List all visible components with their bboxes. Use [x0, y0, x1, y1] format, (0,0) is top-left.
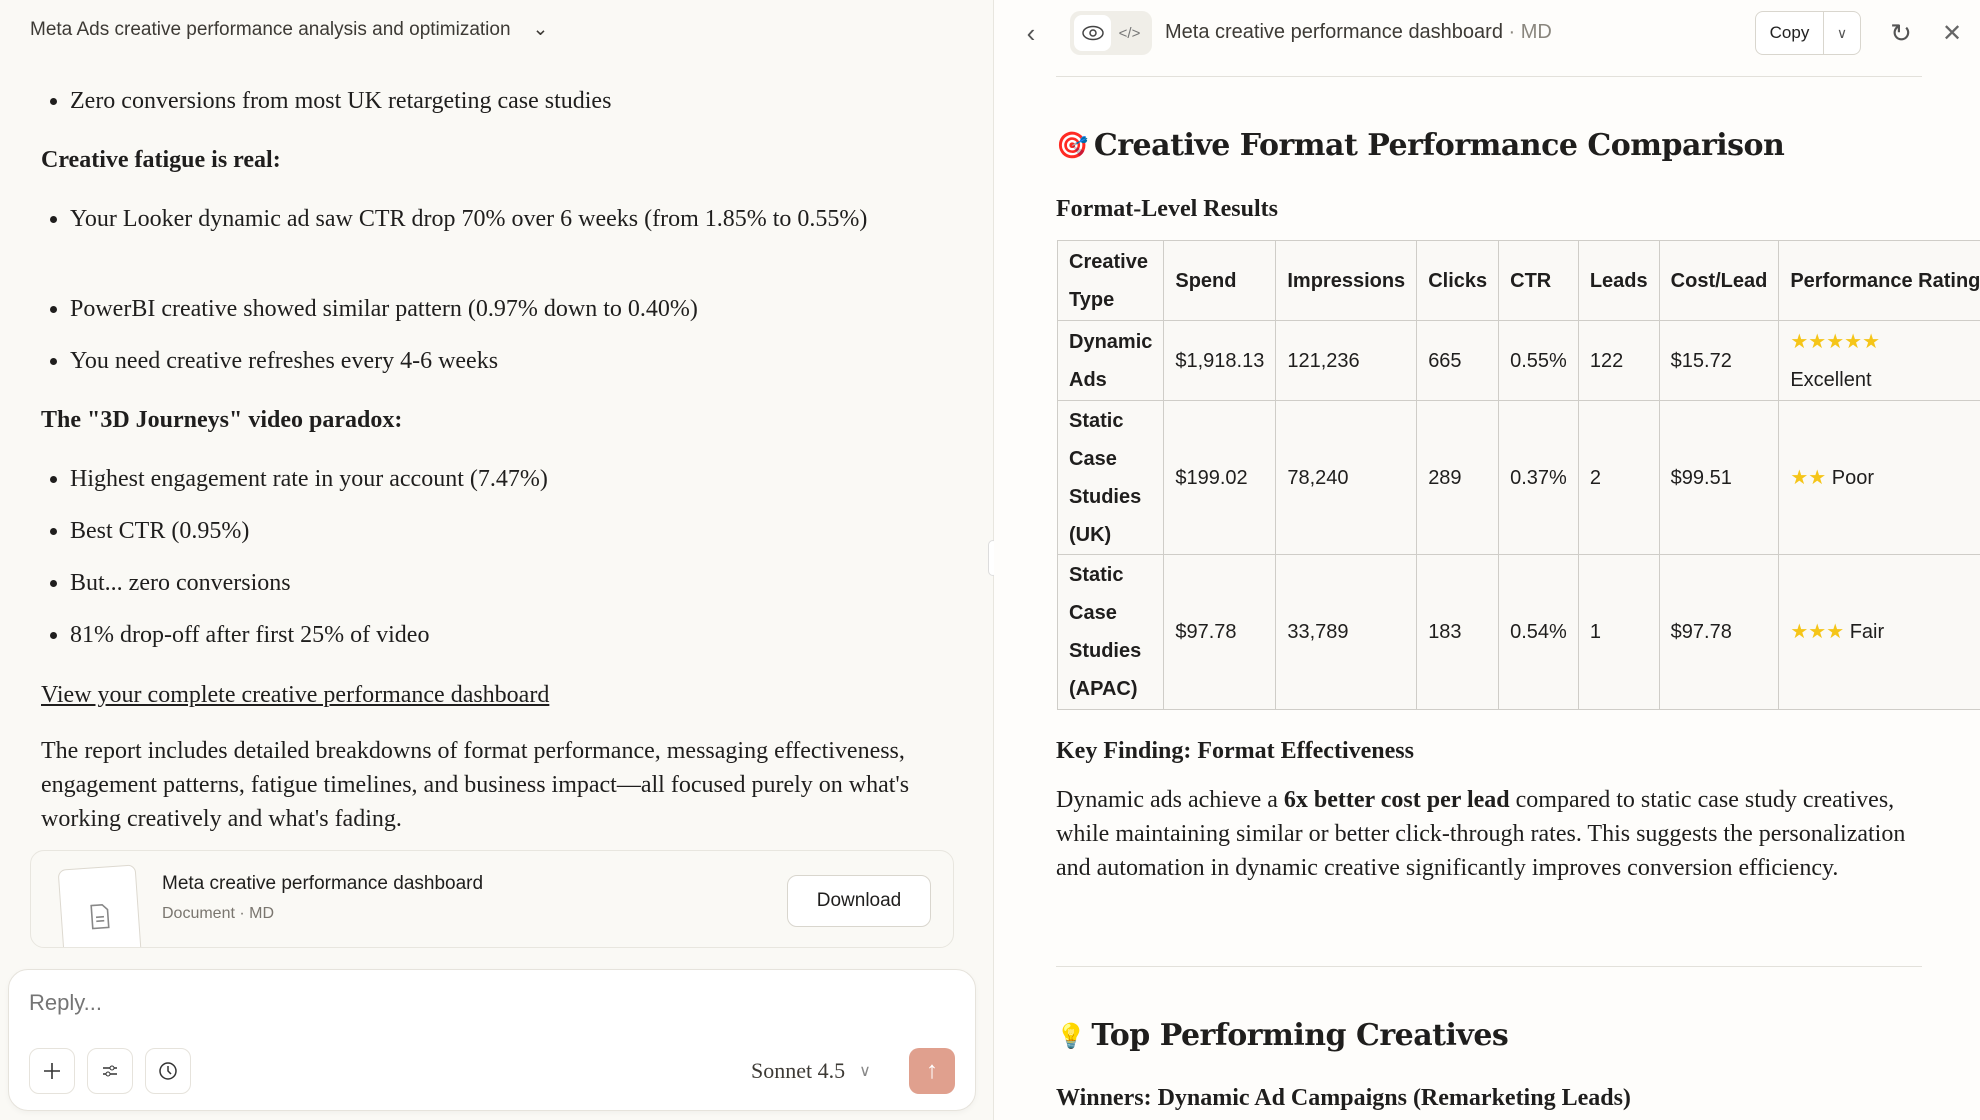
cell-cost-per-lead: $15.72 — [1659, 321, 1779, 401]
list-item: But... zero conversions — [48, 564, 878, 602]
cell-impressions: 78,240 — [1276, 401, 1417, 555]
reply-composer — [8, 969, 976, 1111]
column-header: Impressions — [1276, 241, 1417, 321]
artifact-pane — [994, 0, 1980, 1120]
cell-rating — [1779, 555, 1980, 710]
table-row — [1058, 555, 1980, 710]
cell-leads: 1 — [1578, 555, 1659, 710]
artifact-title: Meta creative performance dashboard — [1165, 21, 1503, 43]
list-item: Your Looker dynamic ad saw CTR drop 70% over 6 weeks (from 1.85% to 0.55%) — [48, 200, 878, 238]
list-item: You need creative refreshes every 4-6 weeks — [48, 342, 878, 380]
list-item: Highest engagement rate in your account (7.47%) — [48, 460, 878, 498]
heading-text: Top Performing Creatives — [1091, 1018, 1509, 1053]
copy-button[interactable]: Copy — [1756, 12, 1824, 54]
back-icon[interactable]: ‹ — [1026, 17, 1036, 48]
list-item: 81% drop-off after first 25% of video — [48, 616, 878, 654]
section-heading — [1056, 128, 1784, 163]
cell-type: Dynamic Ads — [1058, 321, 1164, 401]
cell-rating — [1779, 321, 1980, 401]
clock-icon[interactable] — [145, 1048, 191, 1094]
model-selector[interactable] — [751, 1058, 871, 1084]
section-heading — [1056, 1018, 1508, 1053]
divider — [1056, 76, 1922, 77]
cell-leads: 122 — [1578, 321, 1659, 401]
cell-impressions: 33,789 — [1276, 555, 1417, 710]
artifact-card-title: Meta creative performance dashboard — [162, 873, 484, 894]
lightbulb-icon: 💡 — [1056, 1021, 1086, 1050]
code-icon[interactable]: </> — [1118, 24, 1141, 42]
column-header: Leads — [1578, 241, 1659, 321]
sliders-icon[interactable] — [87, 1048, 133, 1094]
section-heading: Creative fatigue is real: — [41, 147, 281, 173]
cell-rating — [1779, 401, 1980, 555]
cell-spend: $97.78 — [1164, 555, 1276, 710]
cell-clicks: 183 — [1417, 555, 1499, 710]
table-row — [1058, 321, 1980, 401]
column-header: Creative Type — [1058, 241, 1164, 321]
subheading: Winners: Dynamic Ad Campaigns (Remarketing Leads) — [1056, 1085, 1631, 1111]
artifact-card-meta: Document · MD — [162, 905, 275, 922]
section-heading: The "3D Journeys" video paradox: — [41, 407, 403, 433]
rating-label: Poor — [1831, 466, 1875, 489]
chevron-down-icon: ⌄ — [532, 19, 549, 40]
format-results-table — [1057, 240, 1980, 710]
heading-text: Creative Format Performance Comparison — [1093, 128, 1785, 163]
cell-clicks: 289 — [1417, 401, 1499, 555]
column-header: Performance Rating — [1779, 241, 1980, 321]
conversation-title-text: Meta Ads creative performance analysis and optimization — [30, 18, 511, 40]
document-icon — [58, 864, 143, 948]
key-finding-heading: Key Finding: Format Effectiveness — [1056, 738, 1414, 764]
cell-type: Static Case Studies (APAC) — [1058, 555, 1164, 710]
column-header: Cost/Lead — [1659, 241, 1779, 321]
divider — [1056, 966, 1922, 967]
column-header: CTR — [1499, 241, 1579, 321]
key-finding-paragraph — [1056, 783, 1936, 885]
refresh-icon[interactable]: ↻ — [1890, 17, 1912, 48]
cell-spend: $1,918.13 — [1164, 321, 1276, 401]
send-button[interactable] — [909, 1048, 955, 1094]
target-icon: 🎯 — [1056, 130, 1088, 161]
list-item: Best CTR (0.95%) — [48, 512, 878, 550]
text: Dynamic ads achieve a — [1056, 787, 1284, 813]
cell-impressions: 121,236 — [1276, 321, 1417, 401]
cell-leads: 2 — [1578, 401, 1659, 555]
cell-cost-per-lead: $97.78 — [1659, 555, 1779, 710]
star-rating-icon: ★★★★★ — [1790, 330, 1880, 353]
preview-eye-icon[interactable] — [1074, 15, 1111, 51]
star-rating-icon: ★★ — [1790, 466, 1827, 489]
cell-spend: $199.02 — [1164, 401, 1276, 555]
list-item: PowerBI creative showed similar pattern (0.97% down to 0.40%) — [48, 290, 878, 328]
table-header-row — [1058, 241, 1980, 321]
bold-text: 6x better cost per lead — [1283, 787, 1510, 813]
cell-ctr: 0.55% — [1499, 321, 1579, 401]
column-header: Spend — [1164, 241, 1276, 321]
cell-type: Static Case Studies (UK) — [1058, 401, 1164, 555]
plus-icon[interactable] — [29, 1048, 75, 1094]
table-row — [1058, 401, 1980, 555]
chevron-down-icon: ∨ — [859, 1063, 871, 1080]
list-item: Zero conversions from most UK retargeting case studies — [48, 82, 878, 120]
reply-input[interactable] — [29, 990, 929, 1016]
download-button[interactable]: Download — [787, 875, 931, 927]
column-header: Clicks — [1417, 241, 1499, 321]
subheading: Format-Level Results — [1056, 196, 1278, 222]
artifact-card[interactable] — [30, 850, 954, 948]
cell-ctr: 0.37% — [1499, 401, 1579, 555]
close-icon[interactable]: ✕ — [1941, 19, 1963, 47]
message-paragraph: The report includes detailed breakdowns of format performance, messaging effectiveness, engagement patterns, fatigue timelines, and business impact—all focused purely on what's working creatively and what's fading. — [41, 738, 910, 832]
copy-options-chevron-icon[interactable]: ∨ — [1836, 24, 1848, 41]
star-rating-icon: ★★★ — [1790, 621, 1845, 643]
arrow-up-icon: ↑ — [926, 1057, 938, 1084]
rating-label: Excellent — [1790, 368, 1872, 391]
cell-ctr: 0.54% — [1499, 555, 1579, 710]
dashboard-link[interactable]: View your complete creative performance dashboard — [41, 682, 550, 708]
rating-label: Fair — [1849, 621, 1885, 643]
artifact-type: · MD — [1508, 21, 1552, 43]
text: compared to static case study creatives, while maintaining similar or better click-through rates. This suggests the personalization and automation in dynamic creative significantly improves conversion efficiency. — [1056, 787, 1906, 881]
cell-clicks: 665 — [1417, 321, 1499, 401]
cell-cost-per-lead: $99.51 — [1659, 401, 1779, 555]
conversation-title[interactable] — [30, 18, 548, 41]
model-name: Sonnet 4.5 — [751, 1058, 846, 1083]
